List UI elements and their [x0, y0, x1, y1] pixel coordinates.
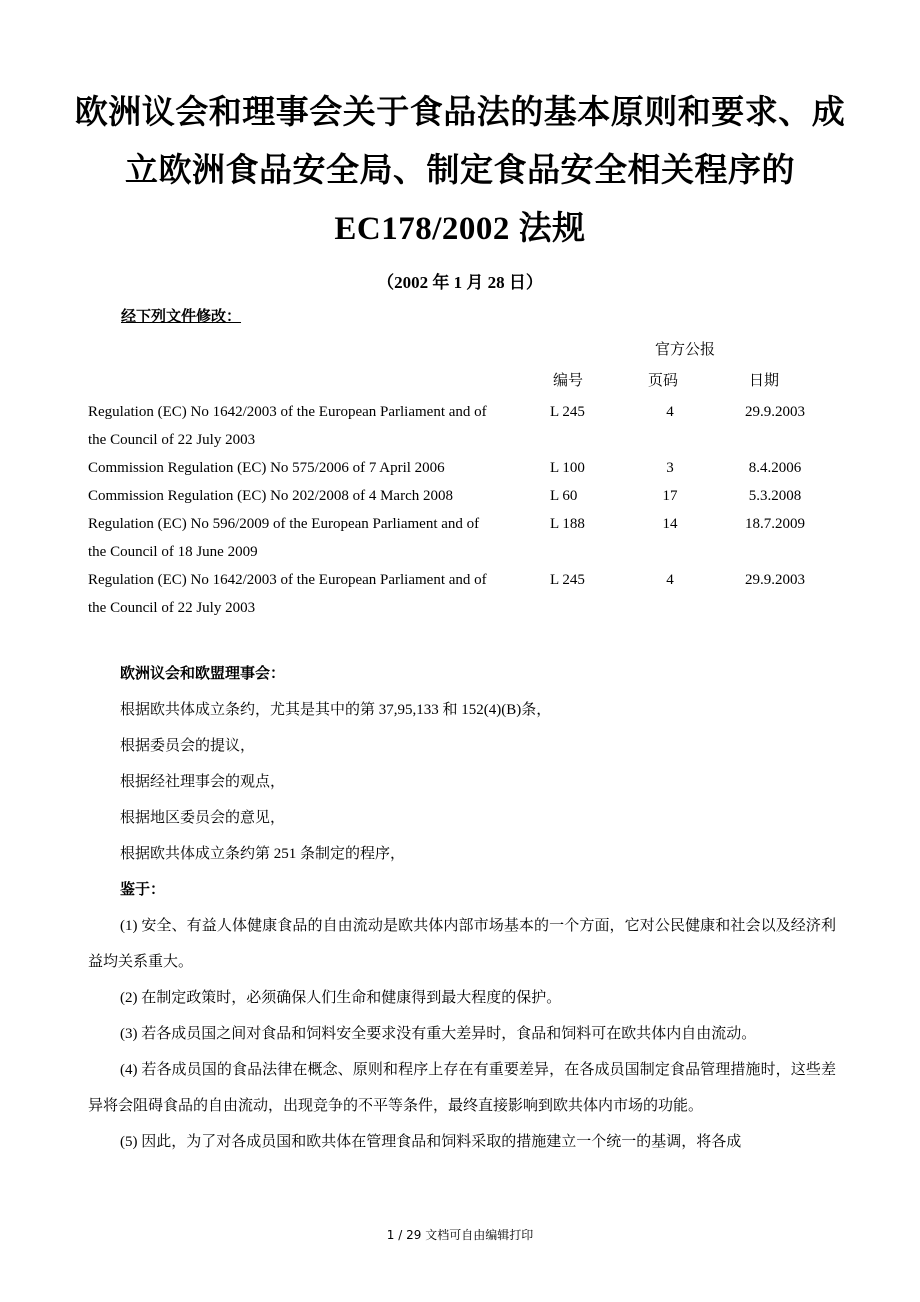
amendment-title-line: the Council of 22 July 2003	[88, 432, 256, 448]
document-body	[88, 656, 836, 1160]
amendment-page: 3	[666, 460, 674, 476]
amendment-row	[88, 566, 848, 622]
amendment-title	[88, 566, 548, 622]
amendment-row	[88, 454, 848, 482]
amendment-row	[88, 482, 848, 510]
recital-paragraph: (4) 若各成员国的食品法律在概念、原则和程序上存在有重要差异，在各成员国制定食品管理措施时，这些差异将会阻碍食品的自由流动，出现竞争的不平等条件，最终直接影响到欧共体内市场的功能。	[88, 1062, 836, 1114]
recital-paragraph: (3) 若各成员国之间对食品和饲料安全要求没有重大差异时，食品和饲料可在欧共体内自由流动。	[120, 1026, 757, 1042]
amendment-page: 17	[662, 488, 678, 504]
amendment-date: 18.7.2009	[745, 516, 805, 532]
recital-paragraph: (5) 因此，为了对各成员国和欧共体在管理食品和饲料采取的措施建立一个统一的基调，将各成	[120, 1134, 742, 1150]
amendment-row	[88, 510, 848, 566]
amendment-title	[88, 510, 548, 566]
amendment-page: 4	[666, 572, 674, 588]
amended-by-heading: 经下列文件修改：	[121, 309, 242, 325]
amendment-page: 14	[662, 516, 678, 532]
title-line: 欧洲议会和理事会关于食品法的基本原则和要求、成	[74, 95, 846, 131]
column-header-number: 编号	[552, 373, 583, 389]
amendment-title-line: Regulation (EC) No 596/2009 of the European Parliament and of	[88, 516, 480, 532]
amendment-title	[88, 482, 548, 510]
amendment-date: 5.3.2008	[748, 488, 802, 504]
amendment-date: 29.9.2003	[745, 572, 805, 588]
amendment-number: L 100	[550, 460, 585, 476]
amendment-number: L 245	[550, 404, 585, 420]
column-header-page: 页码	[647, 373, 678, 389]
having-regard-clause: 根据地区委员会的意见，	[120, 810, 286, 826]
amendment-page: 4	[666, 404, 674, 420]
amendment-title-line: the Council of 18 June 2009	[88, 544, 258, 560]
title-line: 立欧洲食品安全局、制定食品安全相关程序的	[125, 153, 795, 189]
amendment-row	[88, 398, 848, 454]
having-regard-clause: 根据经社理事会的观点，	[120, 774, 286, 790]
amendment-title-line: Regulation (EC) No 1642/2003 of the European Parliament and of	[88, 404, 487, 420]
amendment-title-line: Regulation (EC) No 1642/2003 of the European Parliament and of	[88, 572, 487, 588]
having-regard-clause: 根据委员会的提议，	[120, 738, 256, 754]
column-header-date: 日期	[748, 373, 779, 389]
amendment-date: 29.9.2003	[745, 404, 805, 420]
amendment-date: 8.4.2006	[748, 460, 802, 476]
having-regard-clause: 根据欧共体成立条约，尤其是其中的第 37,95,133 和 152(4)(B)条，	[120, 702, 552, 718]
addressee: 欧洲议会和欧盟理事会：	[120, 666, 286, 682]
amendment-title-line: Commission Regulation (EC) No 575/2006 of 7 April 2006	[88, 460, 445, 476]
amendment-number: L 60	[550, 488, 578, 504]
page-footer: 1 / 29 文档可自由编辑打印	[386, 1228, 534, 1242]
title-line: EC178/2002 法规	[334, 211, 586, 247]
having-regard-clause: 根据欧共体成立条约第 251 条制定的程序，	[120, 846, 406, 862]
recital-paragraph: (2) 在制定政策时，必须确保人们生命和健康得到最大程度的保护。	[120, 990, 562, 1006]
document-date: （2002 年 1 月 28 日）	[377, 273, 543, 292]
whereas-heading: 鉴于：	[120, 882, 166, 898]
recital-paragraph: (1) 安全、有益人体健康食品的自由流动是欧共体内部市场基本的一个方面，它对公民健康和社会以及经济利益均关系重大。	[88, 918, 836, 970]
official-journal-header: 官方公报	[654, 342, 715, 358]
document-title	[40, 84, 880, 258]
amendment-title-line: Commission Regulation (EC) No 202/2008 of 4 March 2008	[88, 488, 453, 504]
amendment-number: L 245	[550, 572, 585, 588]
amendment-title	[88, 398, 548, 454]
amendment-title	[88, 454, 548, 482]
amendments-table	[88, 398, 848, 622]
amendment-title-line: the Council of 22 July 2003	[88, 600, 256, 616]
amendment-number: L 188	[550, 516, 585, 532]
